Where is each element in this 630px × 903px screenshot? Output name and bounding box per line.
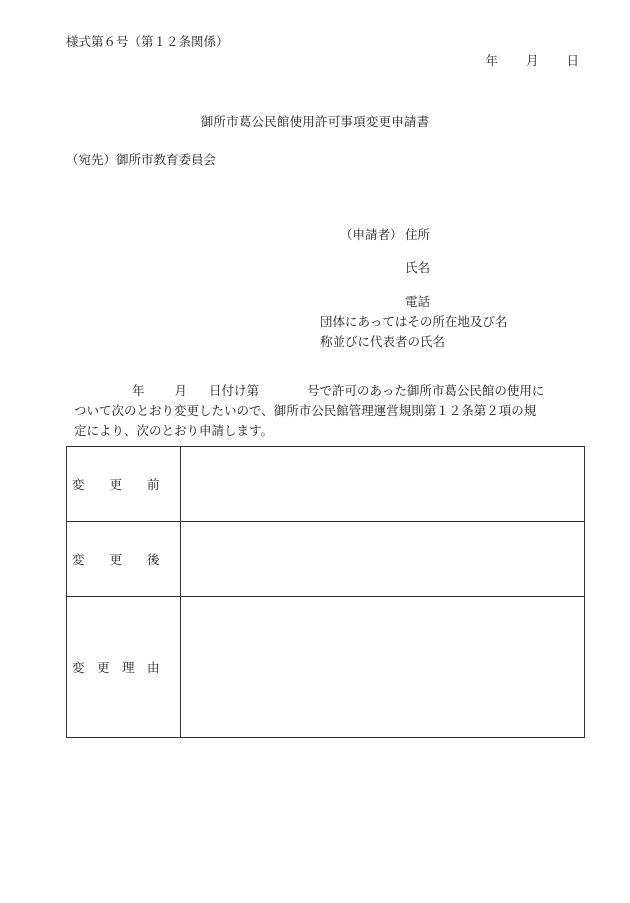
date-day: 日: [566, 53, 579, 68]
before-change-value-cell: [181, 447, 585, 522]
request-statement-line3: 定により、次のとおり申請します。: [74, 423, 274, 438]
table-row-change-reason: [67, 597, 585, 738]
body-year: 年: [132, 383, 145, 398]
organization-note-line1: 団体にあってはその所在地及び名: [320, 314, 508, 329]
date-month: 月: [525, 53, 539, 68]
before-change-label-cell: [67, 447, 181, 522]
change-reason-label-cell: [67, 597, 181, 738]
date-year: 年: [485, 53, 498, 68]
addressee: （宛先）御所市教育委員会: [66, 152, 217, 167]
applicant-label: （申請者）: [340, 227, 403, 242]
table-row-before-change: [67, 447, 585, 522]
address-label: 住所: [405, 227, 431, 242]
change-reason-label: 変 更 理 由: [72, 660, 160, 675]
date-line: [485, 55, 579, 68]
change-reason-value-cell: [181, 597, 585, 738]
after-change-label-cell: [67, 522, 181, 597]
document-title: 御所市葛公民館使用許可事項変更申請書: [200, 114, 430, 129]
form-number: 様式第６号（第１２条関係）: [66, 34, 229, 49]
request-statement: [74, 381, 600, 441]
phone-label: 電話: [405, 294, 431, 309]
request-statement-line1: [80, 381, 600, 401]
before-change-label: 変 更 前: [72, 477, 160, 492]
organization-note-line2: 称並びに代表者の氏名: [320, 334, 446, 349]
after-change-label: 変 更 後: [72, 552, 160, 567]
body-date-suffix: 日付け第: [209, 383, 260, 398]
body-number-suffix: 号で許可のあった御所市葛公民館の使用に: [307, 383, 545, 398]
name-label: 氏名: [405, 260, 431, 275]
body-month: 月: [174, 383, 188, 398]
change-table: [66, 446, 585, 738]
request-statement-line2: ついて次のとおり変更したいので、御所市公民館管理運営規則第１２条第２項の規: [74, 403, 537, 418]
after-change-value-cell: [181, 522, 585, 597]
table-row-after-change: [67, 522, 585, 597]
